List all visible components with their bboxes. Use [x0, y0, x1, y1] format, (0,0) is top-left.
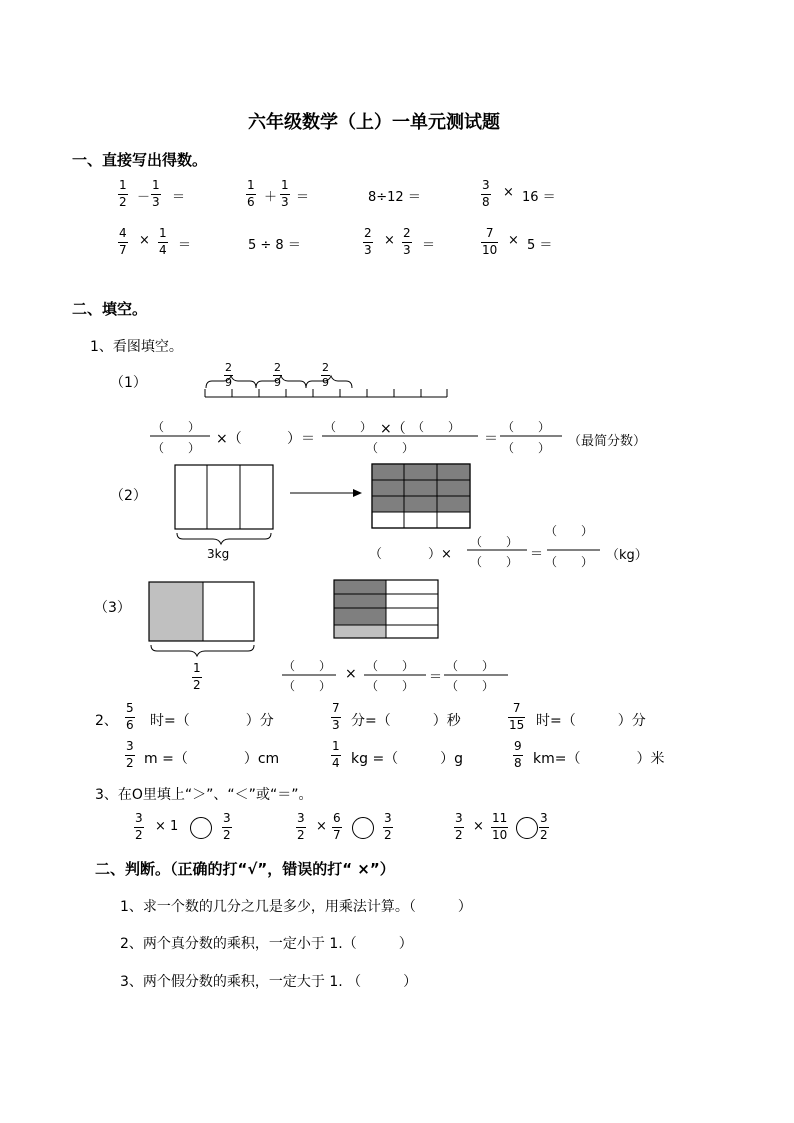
fraction: $\frac{3}{2}$	[297, 811, 305, 842]
fraction: $\frac{11}{10}$	[492, 811, 508, 842]
p2-label: （2）	[110, 488, 147, 504]
q2-item[interactable]: 时=（ ）分	[536, 713, 646, 729]
compare-circle[interactable]	[352, 817, 374, 839]
fraction: $\frac{1}{4}$	[159, 226, 167, 257]
operator: ×	[139, 233, 150, 248]
q1-label: 1、看图填空。	[90, 339, 183, 355]
number-line-ticks	[205, 389, 447, 397]
section2-heading: 二、填空。	[72, 300, 148, 318]
operator: ×	[384, 233, 395, 248]
paren-open[interactable]: （	[369, 547, 383, 562]
blank-numerator[interactable]: （ ）	[502, 420, 551, 434]
operator: ＋	[264, 190, 278, 205]
q2-item[interactable]: 分=（ ）秒	[351, 713, 461, 729]
fraction: $\frac{1}{3}$	[152, 178, 160, 209]
blank-denominator[interactable]: （ ）	[545, 555, 594, 569]
expression: 5 ÷ 8 ＝	[248, 238, 301, 253]
judge-item[interactable]: 1、求一个数的几分之几是多少，用乘法计算。（ ）	[120, 899, 472, 915]
blank-numerator[interactable]: （ ）	[324, 420, 373, 434]
judge-item[interactable]: 2、两个真分数的乘积，一定小于 1.（ ）	[120, 936, 413, 952]
operator: ×	[473, 819, 484, 834]
section3-heading: 二、判断。（正确的打“√”，错误的打“ ×”）	[95, 860, 395, 878]
blank-denominator[interactable]: （ ）	[283, 679, 332, 693]
q2-label: 2、	[95, 713, 118, 729]
q2-item[interactable]: km=（ ）米	[533, 751, 665, 767]
fraction: $\frac{3}{2}$	[540, 811, 548, 842]
equals: ＝	[484, 431, 498, 447]
equals: ＝	[172, 190, 186, 205]
fraction: $\frac{2}{3}$	[364, 226, 372, 257]
brace-fraction: $\frac{2}{9}$	[322, 361, 329, 389]
blank-numerator[interactable]: （ ）	[366, 659, 415, 673]
judge-item[interactable]: 3、两个假分数的乘积，一定大于 1. （ ）	[120, 974, 418, 990]
operator: ×	[345, 666, 357, 682]
equals: ＝	[429, 670, 443, 685]
fraction: $\frac{6}{7}$	[333, 811, 341, 842]
weight-label: 3kg	[207, 547, 230, 561]
p1-label: （1）	[110, 375, 147, 391]
fraction: $\frac{9}{8}$	[514, 739, 522, 770]
blank-denominator[interactable]: （ ）	[366, 679, 415, 693]
fraction: $\frac{1}{4}$	[332, 739, 340, 770]
note: （最简分数）	[568, 434, 647, 449]
blank-numerator[interactable]: （ ）	[152, 420, 201, 434]
fraction: $\frac{1}{3}$	[281, 178, 289, 209]
operator: ×（	[380, 421, 406, 437]
fraction: $\frac{3}{8}$	[482, 178, 490, 209]
operator: ×	[503, 185, 514, 200]
expression-tail: 5 ＝	[527, 238, 553, 253]
q2-item[interactable]: kg =（ ）g	[351, 751, 464, 767]
operator: －	[137, 190, 151, 205]
compare-circle[interactable]	[516, 817, 538, 839]
fraction: $\frac{2}{3}$	[403, 226, 411, 257]
equals: ＝	[296, 190, 310, 205]
operator: ×（	[216, 431, 242, 447]
expression-tail: 16 ＝	[522, 190, 556, 205]
blank-denominator[interactable]: （ ）	[502, 441, 551, 455]
brace-fraction: $\frac{2}{9}$	[274, 361, 281, 389]
brace-fraction: $\frac{2}{9}$	[225, 361, 232, 389]
equals: ＝	[422, 238, 436, 253]
equals: ＝	[178, 238, 192, 253]
fraction: $\frac{3}{2}$	[223, 811, 231, 842]
fraction: $\frac{7}{3}$	[332, 701, 340, 732]
operator: × 1	[155, 819, 179, 834]
blank-numerator[interactable]: （ ）	[283, 659, 332, 673]
operator: ）＝	[287, 431, 315, 447]
fraction: $\frac{1}{2}$	[193, 661, 201, 692]
fraction: $\frac{7}{10}$	[482, 226, 498, 257]
blank-numerator[interactable]: （ ）	[446, 659, 495, 673]
blank-numerator[interactable]: （ ）	[470, 535, 519, 549]
operator: ×	[508, 233, 519, 248]
q2-item[interactable]: 时=（ ）分	[150, 713, 274, 729]
fraction: $\frac{4}{7}$	[119, 226, 127, 257]
fraction: $\frac{3}{2}$	[455, 811, 463, 842]
fraction: $\frac{1}{2}$	[119, 178, 127, 209]
blank-numerator[interactable]: （ ）	[545, 524, 594, 538]
q2-item[interactable]: m =（ ）cm	[144, 751, 280, 767]
operator: ）×	[428, 547, 452, 562]
fraction: $\frac{3}{2}$	[384, 811, 392, 842]
p3-label: （3）	[94, 600, 131, 616]
expression: 8÷12 ＝	[368, 190, 421, 205]
operator: ×	[316, 819, 327, 834]
fraction: $\frac{3}{2}$	[135, 811, 143, 842]
fraction: $\frac{7}{15}$	[509, 701, 525, 732]
fraction: $\frac{5}{6}$	[126, 701, 134, 732]
blank-denominator[interactable]: （ ）	[366, 441, 415, 455]
blank-denominator[interactable]: （ ）	[446, 679, 495, 693]
blank-denominator[interactable]: （ ）	[470, 555, 519, 569]
compare-circle[interactable]	[190, 817, 212, 839]
q3-label: 3、在O里填上“＞”、“＜”或“＝”。	[95, 787, 313, 803]
blank-denominator[interactable]: （ ）	[152, 441, 201, 455]
blank-numerator[interactable]: （ ）	[412, 420, 461, 434]
braces	[206, 376, 352, 388]
equals: ＝	[530, 547, 544, 562]
page-title: 六年级数学（上）一单元测试题	[248, 112, 500, 133]
fraction: $\frac{3}{2}$	[126, 739, 134, 770]
unit: （kg）	[606, 548, 648, 563]
fraction: $\frac{1}{6}$	[247, 178, 255, 209]
section1-heading: 一、直接写出得数。	[72, 151, 208, 169]
